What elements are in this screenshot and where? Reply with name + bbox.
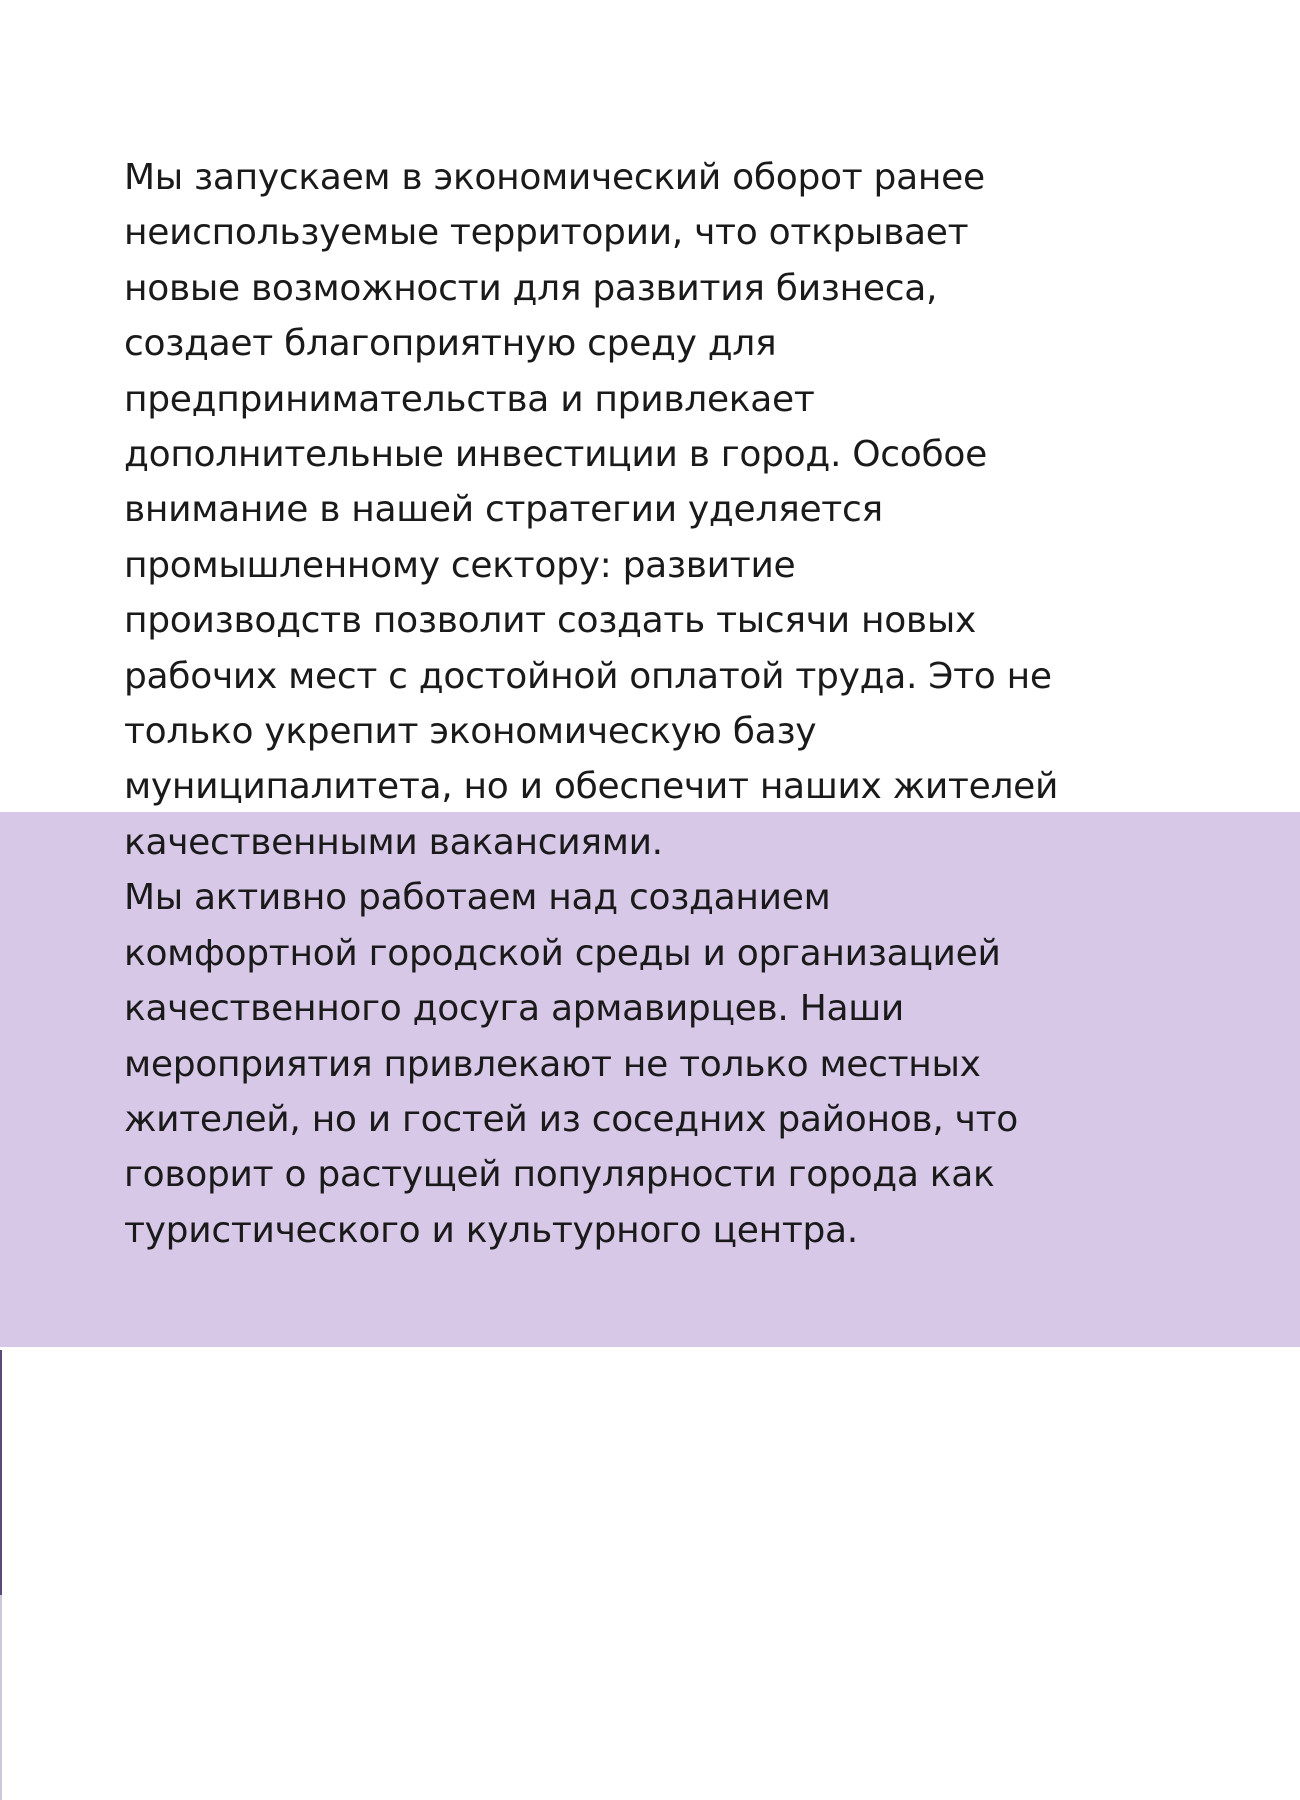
- text-line: дополнительные инвестиции в город. Особое: [124, 434, 988, 476]
- text-line: говорит о растущей популярности города как: [124, 1154, 995, 1196]
- text-line: новые возможности для развития бизнеса,: [124, 267, 938, 309]
- text-line: туристического и культурного центра.: [124, 1209, 858, 1251]
- text-line: качественного досуга армавирцев. Наши: [124, 988, 904, 1030]
- text-line: только укрепит экономическую базу: [124, 711, 817, 753]
- text-line: Мы запускаем в экономический оборот ранее: [124, 157, 985, 198]
- text-line: производств позволит создать тысячи новых: [124, 600, 976, 642]
- left-edge-line: [0, 1350, 2, 1595]
- text-line: комфортной городской среды и организацией: [124, 932, 1001, 974]
- text-line: качественными вакансиями.: [124, 821, 663, 863]
- text-line: муниципалитета, но и обеспечит наших жителей: [124, 766, 1059, 808]
- body-text: [124, 150, 1124, 1258]
- text-line: Мы активно работаем над созданием: [124, 877, 831, 919]
- text-line: промышленному сектору: развитие: [124, 544, 796, 586]
- left-edge-line-faint: [0, 1595, 2, 1800]
- text-line: неиспользуемые территории, что открывает: [124, 212, 969, 254]
- text-line: предпринимательства и привлекает: [124, 378, 815, 420]
- text-line: создает благоприятную среду для: [124, 323, 777, 365]
- text-line: жителей, но и гостей из соседних районов, что: [124, 1098, 1019, 1140]
- text-line: мероприятия привлекают не только местных: [124, 1043, 981, 1085]
- text-line: рабочих мест с достойной оплатой труда. Это не: [124, 655, 1052, 697]
- text-line: внимание в нашей стратегии уделяется: [124, 489, 883, 531]
